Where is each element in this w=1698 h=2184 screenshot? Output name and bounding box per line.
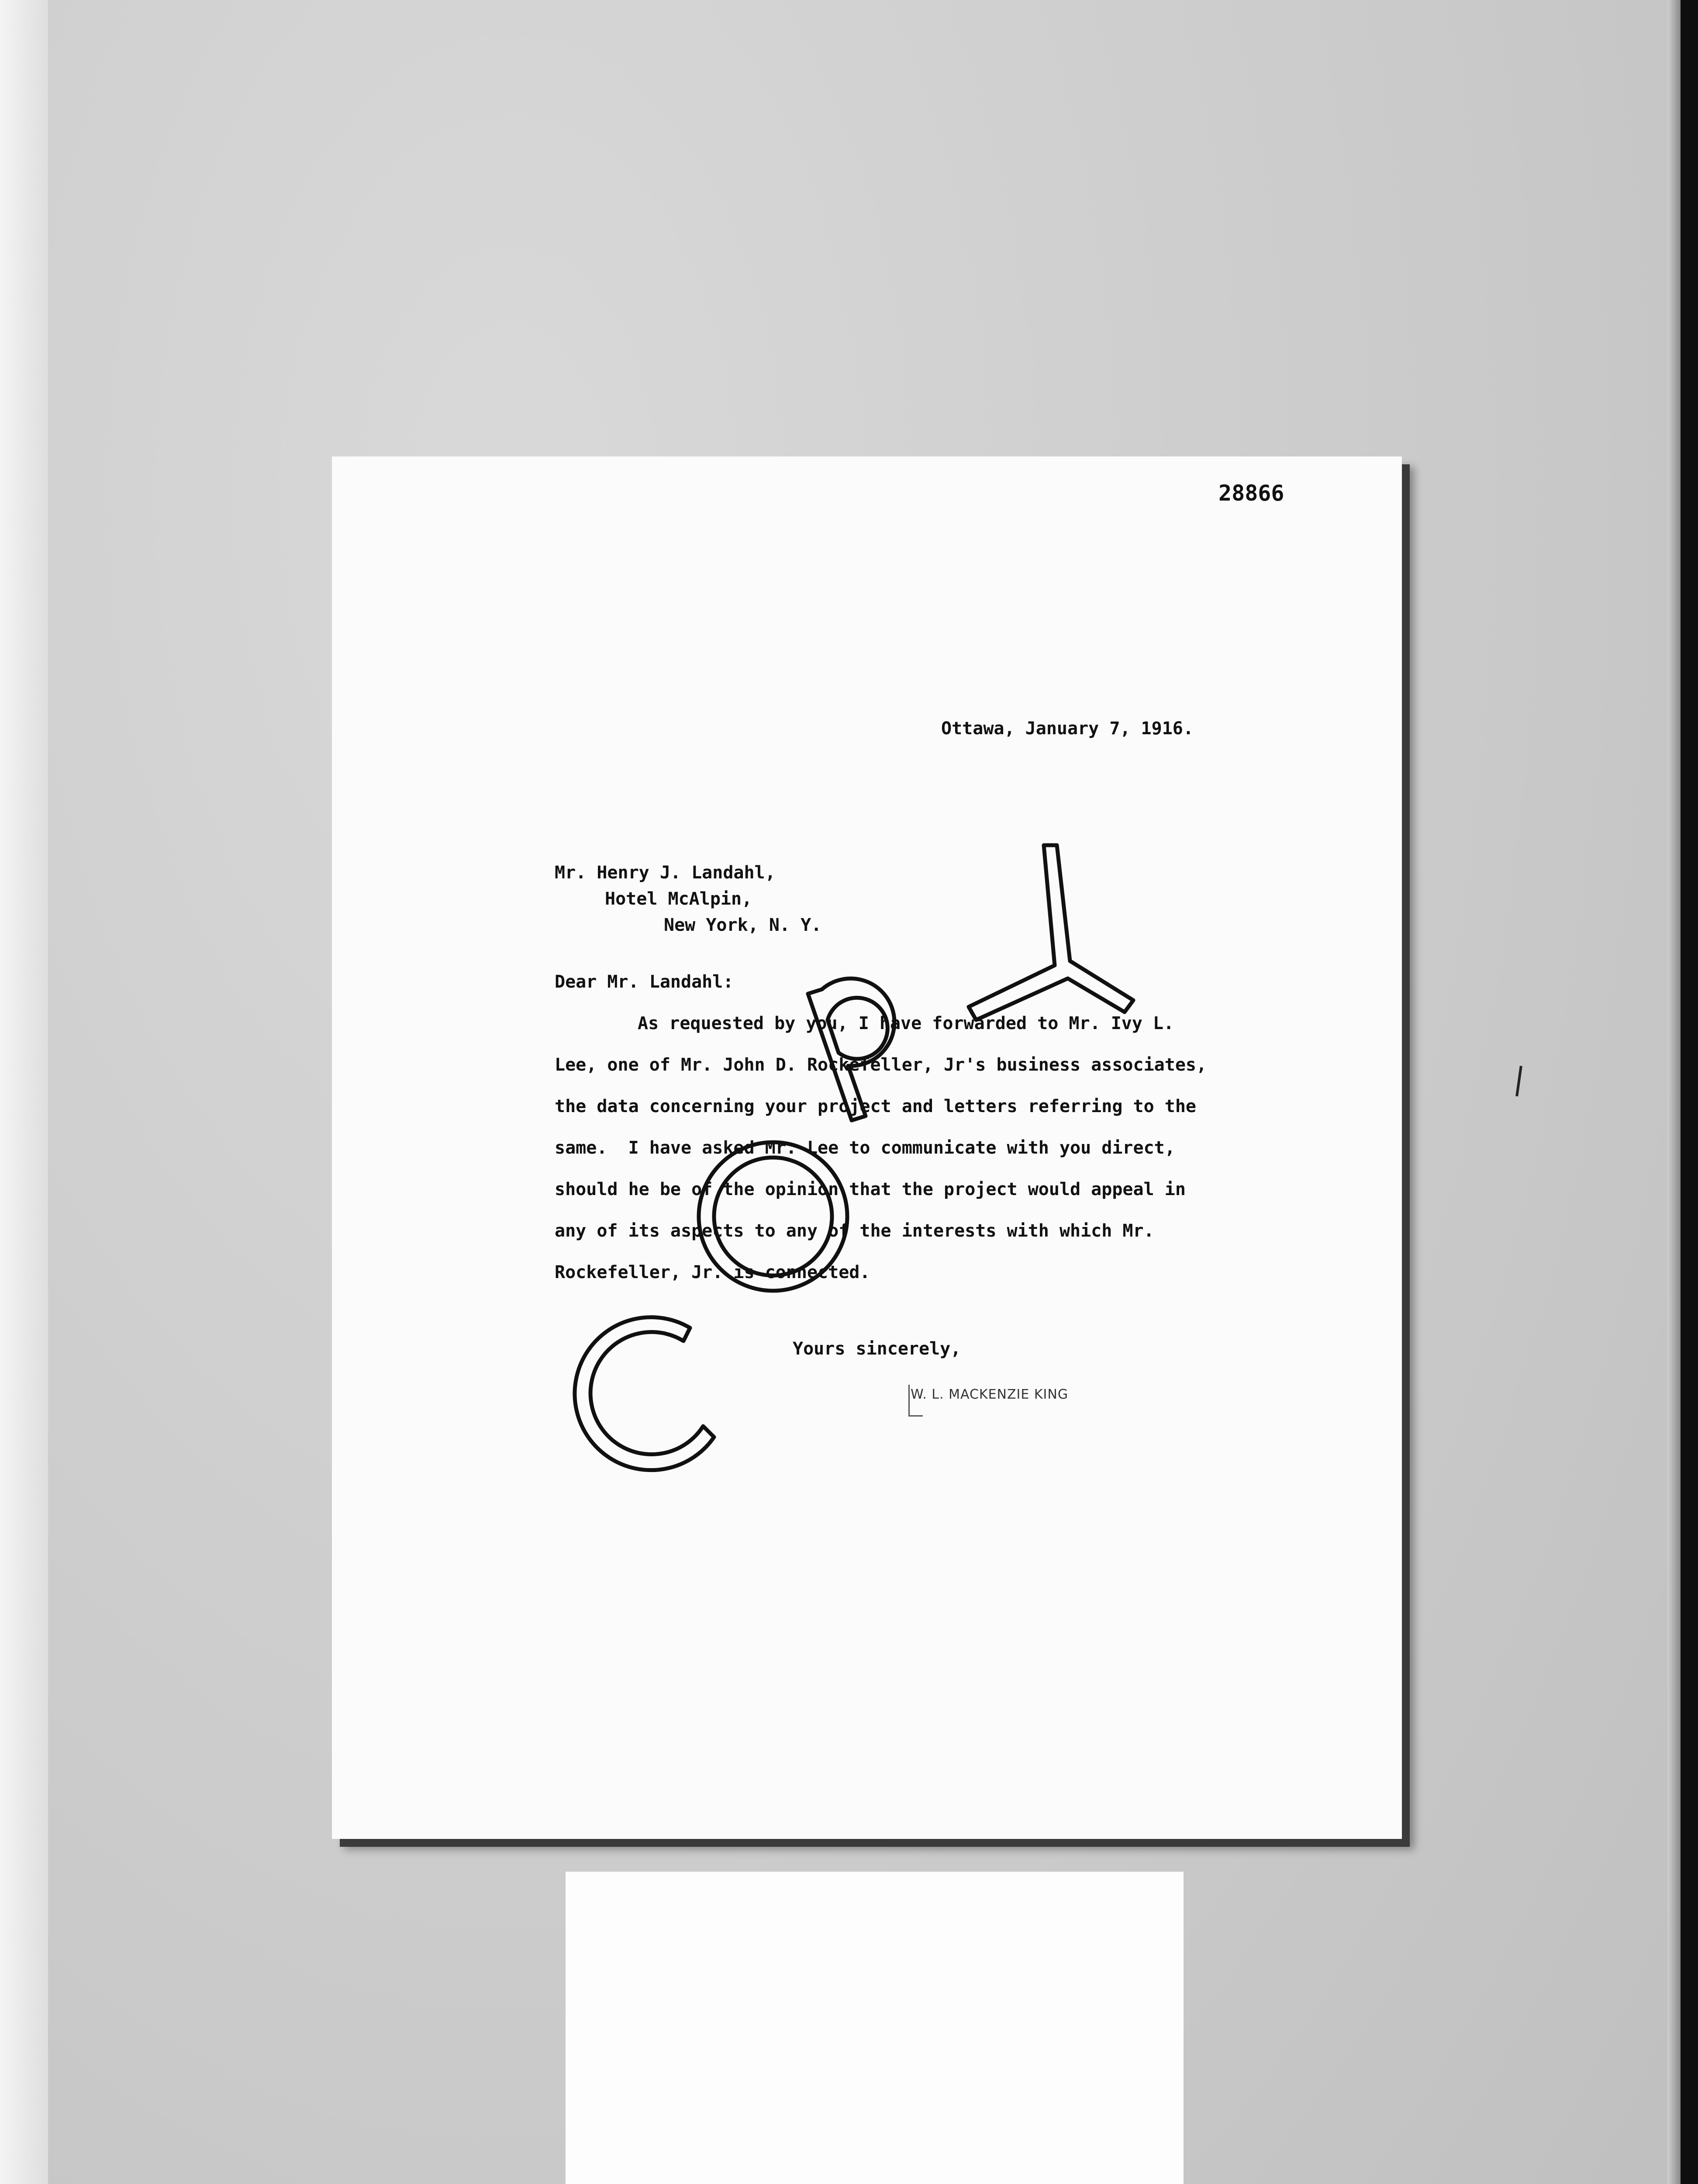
label-card — [566, 1872, 1184, 2184]
document-number: 28866 — [1218, 480, 1284, 506]
body-line: As requested by you, I have forwarded to Mr. Ivy L. — [638, 1013, 1174, 1033]
body-line: should he be of the opinion that the project would appeal in — [555, 1179, 1186, 1199]
recipient-hotel: Hotel McAlpin, — [605, 889, 752, 909]
body-line: Rockefeller, Jr. is connected. — [555, 1262, 870, 1282]
frame-right-shadow — [1667, 0, 1681, 2184]
frame-right-edge — [1681, 0, 1698, 2184]
body-line: same. I have asked Mr. Lee to communicate with you direct, — [555, 1138, 1175, 1158]
salutation: Dear Mr. Landahl: — [555, 972, 734, 992]
body-line: Lee, one of Mr. John D. Rockefeller, Jr's business associates, — [555, 1055, 1207, 1075]
body-line: any of its aspects to any of the interests with which Mr. — [555, 1221, 1154, 1241]
recipient-city: New York, N. Y. — [664, 915, 822, 935]
closing: Yours sincerely, — [793, 1339, 961, 1359]
letter-sheet — [332, 456, 1402, 1839]
dateline: Ottawa, January 7, 1916. — [941, 719, 1194, 739]
frame-left-edge — [0, 0, 48, 2184]
body-line: the data concerning your project and letters referring to the — [555, 1096, 1197, 1116]
recipient-name: Mr. Henry J. Landahl, — [555, 863, 776, 883]
signature-stamp: W. L. MACKENZIE KING — [911, 1387, 1069, 1402]
margin-mark — [1515, 1066, 1522, 1096]
